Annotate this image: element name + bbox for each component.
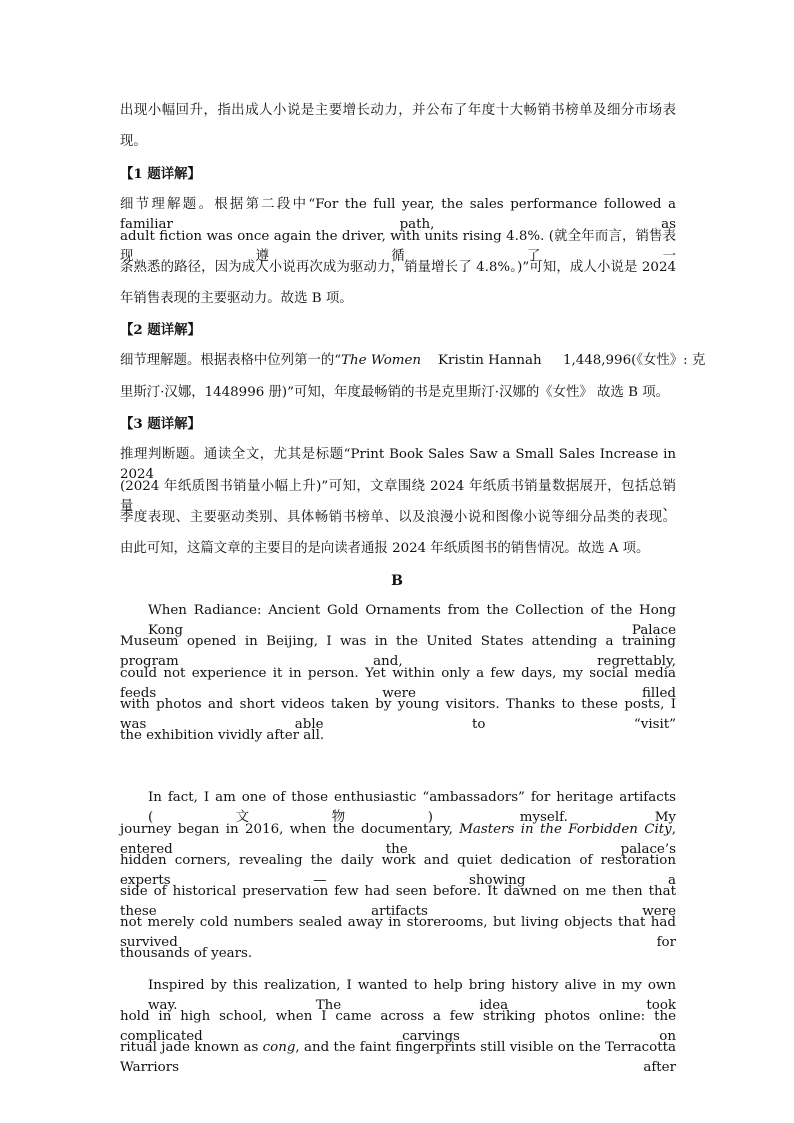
text-line: 里斯汀·汉娜，1448996 册)”可知，年度最畅销的书是克里斯汀·汉娜的《女性》 故选 B 项。 bbox=[120, 385, 669, 400]
text-span: , entered the palace’s bbox=[120, 822, 676, 857]
text-line: side of historical preservation few had seen before. It dawned on me then that these artifacts were bbox=[120, 884, 676, 919]
text-line: In fact, I am one of those enthusiastic “ambassadors” for heritage artifacts (文物) myself. My bbox=[148, 790, 676, 825]
text-line: with photos and short videos taken by young visitors. Thanks to these posts, I was able to “visit” bbox=[120, 697, 676, 732]
text-line: 细节理解题。根据第二段中“For the full year, the sales performance followed a familiar path, as bbox=[120, 197, 676, 232]
text-span: ritual jade known as bbox=[120, 1040, 263, 1055]
text-line: When Radiance: Ancient Gold Ornaments from the Collection of the Hong Kong Palace bbox=[148, 603, 676, 638]
text-line: 推理判断题。通读全文，尤其是标题“Print Book Sales Saw a Small Sales Increase in 2024 bbox=[120, 447, 676, 482]
book-title: The Women bbox=[341, 353, 422, 368]
section-heading-q3: 【3 题详解】 bbox=[120, 416, 201, 432]
italic-term: cong bbox=[262, 1040, 296, 1055]
text-line: hidden corners, revealing the daily work and quiet dedication of restoration experts — showing a bbox=[120, 853, 676, 888]
text-span: 细节理解题。根据表格中位列第一的“ bbox=[120, 353, 342, 368]
section-heading-q2: 【2 题详解】 bbox=[120, 322, 201, 338]
text-line: Museum opened in Beijing, I was in the United States attending a training program and, regrettably, bbox=[120, 634, 676, 669]
text-line: adult fiction was once again the driver, with units rising 4.8%. (就全年而言，销售表现遵循了一 bbox=[120, 229, 676, 264]
text-line: 年销售表现的主要驱动力。故选 B 项。 bbox=[120, 291, 353, 306]
text-span: , and the faint fingerprints still visible on the Terracotta Warriors after bbox=[120, 1040, 676, 1075]
text-line: (2024 年纸质图书销量小幅上升)”可知，文章围绕 2024 年纸质书销量数据展开，包括总销量、 bbox=[120, 479, 676, 514]
text-span: journey began in 2016, when the documentary, bbox=[120, 822, 460, 837]
text-line bbox=[120, 1038, 676, 1078]
section-heading-q1: 【1 题详解】 bbox=[120, 166, 201, 182]
text-line: 条熟悉的路径，因为成人小说再次成为驱动力，销量增长了 4.8%。)”可知，成人小说是 2024 bbox=[120, 260, 676, 275]
text-line: 出现小幅回升，指出成人小说是主要增长动力，并公布了年度十大畅销书榜单及细分市场表 bbox=[120, 103, 676, 118]
text-line: not merely cold numbers sealed away in storerooms, but living objects that had survived for bbox=[120, 915, 676, 950]
text-line: the exhibition vividly after all. bbox=[120, 728, 325, 743]
text-line: 由此可知，这篇文章的主要目的是向读者通报 2024 年纸质图书的销售情况。故选 A 项。 bbox=[120, 541, 650, 556]
text-line: could not experience it in person. Yet within only a few days, my social media feeds were filled bbox=[120, 666, 676, 701]
text-line bbox=[120, 351, 706, 371]
section-title-b: B bbox=[391, 573, 403, 589]
text-line: thousands of years. bbox=[120, 946, 253, 961]
text-span: Kristin Hannah 1,448,996(《女性》: 克 bbox=[421, 353, 706, 368]
text-line: 现。 bbox=[120, 134, 147, 149]
text-line: 季度表现、主要驱动类别、具体畅销书榜单、以及浪漫小说和图像小说等细分品类的表现。 bbox=[120, 510, 676, 525]
documentary-title: Masters in the Forbidden City bbox=[459, 822, 672, 837]
text-line: hold in high school, when I came across a few striking photos online: the complicated carvings on bbox=[120, 1009, 676, 1044]
text-line: Inspired by this realization, I wanted to help bring history alive in my own way. The idea took bbox=[148, 978, 676, 1013]
